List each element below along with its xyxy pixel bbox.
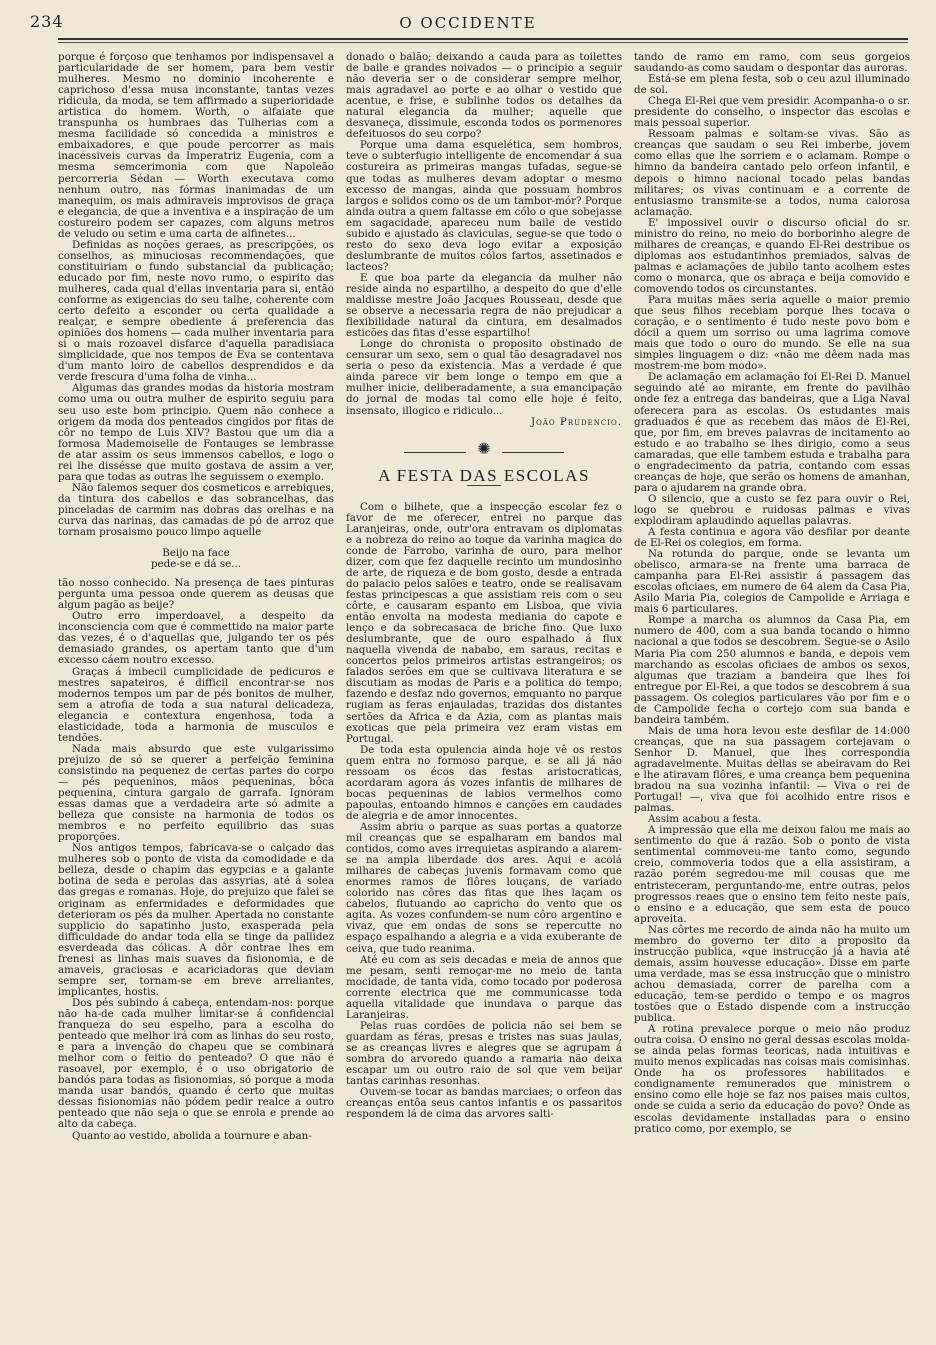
column-2 bbox=[346, 52, 622, 1120]
section-title: A FESTA DAS ESCOLAS bbox=[378, 465, 590, 485]
paragraph: Nos antigos tempos, fabricava-se o calçado das mulheres sob o ponto de vista da comodidade e da belleza, desde o chapim das egypcias e a galante botina de seda e perolas das assyrias, até á solea das gregas e romanas. Hoje, do prejuizo que falei se originam as enfermidades e deformidades que deterioram os pés da mulher. Apertada no constante supplicio do sapatinho justo, exasperada pela difficuldade do andar toda ella se tinge da pallidez esverdeada das cólicas. A dôr contrae lhes em frenesi as linhas mais suaves da fisionomia, e de amaveis, graciosas e acariciadoras que deviam sempre ser, tornam-se em breve arreliantes, implicantes, hostis. bbox=[58, 842, 334, 998]
verse-line: Beijo na face bbox=[162, 547, 230, 560]
paragraph: Assim abriu o parque as suas portas a quatorze mil creanças que se espalharam em bandos mal contidos, como aves irrequietas aspirando a alarem-se na ampla liberdade dos ares. Aqui e acolá milhares de cabeças juvenis formavam como que enormes ramos de flôres louçans, de variado colorido nas côres das fitas que lhes laçam os cabelos, flutuando ao capricho do vento que os agita. As vozes confundem-se num côro argentino e vivaz, que em ondas de sons se repercutte no espaço espalhando a alegria e a vida exuberante de ceiva, que tudo reanima. bbox=[346, 821, 622, 955]
author-signature: João Prudencio. bbox=[530, 415, 622, 428]
paragraph: Ouvem-se tocar as bandas marciaes; o orfeon das creanças entôa seus cantos infantis e os passaritos respondem lá de cima das arvores salti- bbox=[346, 1086, 622, 1121]
header-rule-thin bbox=[58, 42, 908, 43]
paragraph: Mais de uma hora levou este desfilar de 14:000 creanças, que na sua passagem cortejavam o Senhor D. Manuel, que lhes correspondia agradavelmente. Muitas dellas se abeiravam do Rei e lhe atiravam flôres, e uma creança bem pequenina bradou na sua vozinha infantil: — Viva o rei de Portugal! —, viva que foi acolhido entre risos e palmas. bbox=[634, 724, 910, 815]
paragraph: donado o balão; deixando a cauda para as toilettes de baile e grandes noivados — o principio a seguir não deveria ser o de considerar sempre melhor, mais agradavel ao porte e ao olhar o vestido que acentue, e frise, e sublinhe todos os detalhes da natural elegancia da mulher; aquelle que desvaneça, dissimule, esconda todos os pormenores defeituosos do seu corpo? bbox=[346, 51, 622, 141]
paragraph: Graças á imbecil cumplicidade de pedicuros e mestres sapateiros, é difficil encontrar-se nos modernos tempos um par de pés bonitos de mulher, sem a atrofia de toda a sua natural delicadeza, elegancia e contextura engenhosa, toda a elasticidade, toda a harmonia de musculos e tendões. bbox=[58, 665, 334, 744]
ornament-line-right bbox=[502, 452, 564, 453]
verse-line: pede-se e dá se... bbox=[150, 558, 242, 571]
paragraph: Rompe a marcha os alumnos da Casa Pia, em numero de 400, com a sua banda tocando o himno nacional a que todos se descobrem. Segue-se o Asilo Maria Pia com 250 alumnos e banda, e depois vem marchando as escolas oficiaes de ambos os sexos, algumas que traziam a bandeira que lhes foi entregue por El-Rei, a que todos se descobrem á sua passagem. Os colegios particulares vão por fim e o de Campolide fecha o cortejo com sua banda e bandeira também. bbox=[634, 614, 910, 726]
paragraph: De aclamação em aclamação foi El-Rei D. Manuel seguindo até ao mirante, em frente do pavilhão onde fez a entrega das bandeiras, que a Liga Naval oferecera para as escolas. Os estudantes mais graduados é que as recebem das mãos de El-Rei, que, por fim, em breves palavras de incitamento ao estudo e ao trabalho se lhes dirigio, como a seus camaradas, que elle tambem estuda e trabalha para o engradecimento da patria, contando com essas creanças de hoje, que serão os homens de amanhan, para o ajudarem na grande obra. bbox=[634, 371, 910, 494]
paragraph: A festa continua e agora vão desfilar por deante de El-Rei os colegios, em forma. bbox=[634, 526, 910, 550]
paragraph: A impressão que ella me deixou falou me mais ao sentimento do que á razão. Sob o ponto de vista sentimental commoveu-me tanto como, segundo creio, commoveria todos que a ella assistiram, a razão porém segredou-me mil cousas que me entristeceram, perguntando-me, entre outras, pelos progressos reaes que o ensino tem feito neste país, o ensino e a educação, que sem esta de pouco aproveita. bbox=[634, 824, 910, 925]
paragraph: Está-se em plena festa, sob o ceu azul illuminado de sol. bbox=[634, 73, 910, 97]
paragraph: Ressoam palmas e soltam-se vivas. São as creanças que saudam o seu Rei imberbe, jovem como ellas que lhe sorriem e o aclamam. Rompe o himno da bandeira cantado pelo orfeon infantil, e depois o himno nacional tocado pelas bandas militares; os vivas continuam e a corrente de entusiasmo transmite-se a todos, numa calorosa aclamação. bbox=[634, 128, 910, 218]
paragraph: Porque uma dama esquelética, sem hombros, teve o subterfugio intelligente de encomendar á sua costureira as primeiras mangas tufadas, segue-se que todas as mulheres devam adoptar o mesmo excesso de mangas, ainda que possuam hombros largos e solidos como os de um tambor-mór? Porque ainda outra a quem faltasse em cólo o que sobejasse em sagacidade, apareceu num baile de vestido subido e ajustado ás claviculas, segue-se que todo o resto do sexo deva logo evitar a exposição deslumbrante de muitos cólos fartos, assetinados e lacteos? bbox=[346, 139, 622, 273]
paragraph: Dos pés subindo á cabeça, entendam-nos: porque não ha-de cada mulher limitar-se á confidencial franqueza do seu espelho, para a escolha do penteado que melhor irá com as linhas do seu rosto, e para a invenção do chapeu que se combinará melhor com o feitio do penteado? O que não é rasoavel, por exemplo, é o uso obrigatorio de bandós para todas as fisionomias, só porque a moda manda usar bandós, quando é certo que muitas dessas fisionomias não pódem pedir realce a outro penteado que não seja o que se enrola e prende ao alto da cabeça. bbox=[58, 996, 334, 1131]
page-number: 234 bbox=[30, 12, 64, 31]
paragraph: Pelas ruas cordões de policia não sei bem se guardam as féras, presas e tristes nas suas jaulas, se as creanças livres e alegres que se agrupam á sombra do arvoredo quando a ramaria não deixa escapar um ou outro raio de sol que vem beijar tantas carinhas resonhas. bbox=[346, 1019, 622, 1088]
paragraph: Definidas as noções geraes, as prescripções, os conselhos, as minuciosas recommendações, que constituiriam o fundo substancial da publicação; educado por fim, neste novo rumo, o espirito das mulheres, cada qual d'ellas inventaria para si, então conforme as exigencias do seu talhe, coherente com certo defeito a esconder ou certa qualidade a realçar, e sempre obediente á preferencia das opiniões dos homens — cada mulher inventaria para si o mais rozoavel disfarce d'aquella paradisiaca simplicidade, que nos tempos de Eva se contentava d'um manto loiro de cabellos desprendidos e da verde frescura d'uma folha de vinha... bbox=[58, 238, 334, 384]
paragraph: Até eu com as seis decadas e meia de annos que me pesam, senti remoçar-me no meio de tanta mocidade, de tanta vida, como tocado por poderosa corrente electrica que me communicasse toda aquella vitalidade que inundava o parque das Laranjeiras. bbox=[346, 953, 622, 1021]
section-title-rule bbox=[467, 485, 501, 486]
verse-quote bbox=[58, 548, 334, 570]
header-rule-thick bbox=[58, 38, 908, 40]
paragraph: Com o bilhete, que a inspecção escolar fez o favor de me oferecer, entrei no parque das Laranjeiras, onde, outr'ora entravam os diplomatas e a nobreza do reino ao toque da varinha magica do conde de Farrobo, varinha de ouro, para melhor dizer, com que fez daquelle recinto um mundosinho de arte, de riqueza e de bom gosto, desde a entrada do palacio pelos salões e teatro, onde se realisavam festas principescas a que assistiam reis com o seu côrte, e causaram espanto em Lisboa, que vivia então envolta na modesta mediania do capote e lenço e da sobrecasaca de briche fino. Que luxo deslumbrante, que de ouro espalhado á flux naquella vivenda de nababo, em saraus, recitas e concertos pelos primeiros artistas estrangeiros; os falados serões em que se cultivava literatura e se discutiam as modas de Paris e a politica do tempo, fazendo e desfaz ndo governos, emquanto no parque rugiam as feras enjauladas, trazidas dos distantes sertões da Africa e da Azia, com as plantas mais exoticas que pela primeira vez eram vistas em Portugal. bbox=[346, 500, 622, 745]
paragraph: De toda esta opulencia ainda hoje vê os restos quem entra no formoso parque, e se ali já não ressoam os écos das festas aristocraticas, acordaram agora ás vozes infantis de milhares de bocas pequeninas de labios vermelhos como papoulas, entoando himnos e canções em caudades de alegria e de amor innocentes. bbox=[346, 743, 622, 822]
page-header bbox=[30, 10, 906, 36]
paragraph: Para muitas mães seria aquelle o maior premio que seus filhos recebiam porque lhes tocava o coração, e o sentimento é tudo neste povo bom e dócil a quem um sorriso ou uma lagrima comove mais que todo o ouro do mundo. Se elle na sua simples linguagem o diz: «não me dêem nada mas mostrem-me bom modo». bbox=[634, 294, 910, 373]
paragraph: Quanto ao vestido, abolida a tournure e aban- bbox=[72, 1129, 312, 1142]
paragraph: E que boa parte da elegancia da mulher não reside ainda no espartilho, a despeito do que d'elle maldisse mestre João Jacques Rousseau, desde que se observe a necessaria regra de não prejudicar a flexibilidade natural da cintura, em desalmados esticões das fitas d'esse espartilho! bbox=[346, 271, 622, 340]
column-1 bbox=[58, 52, 334, 1142]
paragraph: A rotina prevalece porque o meio não produz outra coisa. O ensino no geral dessas escolas molda-se ainda pelas formas teoricas, nada intuitivas e muito menos explicadas nas coisas mais comisinhas. Onde ha os professores habilitados e condignamente remunerados que ministrem o ensino como elle hoje se faz nos paises mais cultos, onde se cuida a serio da educação do povo? Onde as escolas devidamente installadas para o ensino pratico como, por exemplo, se bbox=[634, 1023, 910, 1135]
paragraph: Outro erro imperdoavel, a despeito da inconsciencia com que é commettido na maior parte das vezes, é o d'aquellas que, julgando ter os pés demasiado grandes, os apertam tanto que d'um excesso cáem noutro excesso. bbox=[58, 610, 334, 667]
paragraph: Nada mais absurdo que este vulgarissimo prejuizo de só se querer a perfeição feminina consistindo na pequenez de certas partes do corpo — pés pequeninos, mãos pequeninas, bôca pequenina, cintura gargalo de garrafa. Ignoram essas damas que a verdadeira arte só admite a belleza que consiste na harmonia de todos os membros e no perfeito equilibrio das suas proporções. bbox=[58, 742, 334, 844]
section-ornament bbox=[404, 438, 564, 460]
column-3 bbox=[634, 52, 910, 1135]
paragraph: O silencio, que a custo se fez para ouvir o Rei, logo se quebrou e ruidosas palmas e vivas explodiram aplaudindo aquellas palavras. bbox=[634, 492, 910, 527]
ornament-line-left bbox=[404, 452, 466, 453]
paragraph: Assim acabou a festa. bbox=[648, 813, 762, 826]
publication-title: O OCCIDENTE bbox=[399, 14, 537, 32]
paragraph: Na rotunda do parque, onde se levanta um obelisco, armara-se na frente uma barraca de campanha para El-Rei assistir á passagem das escolas oficiaes, em numero de 64 alem da Casa Pia, Asilo Maria Pia, colegios de Campolide e Arriaga e mais 6 particulares. bbox=[634, 548, 910, 616]
ornament-flourish-icon: ✺ bbox=[477, 438, 491, 458]
paragraph: porque é forçoso que tenhamos por indispensavel a particularidade de ser homem, para bem vestir mulheres. Mesmo no dominio incoherente e caprichoso d'essa musa inconstante, tantas vezes ridicula, da moda, se tem affirmado a superioridade artistica do homem. Worth, o alfaiate que transpunha os humbraes das Tulherias com a mesma facilidade só concedida a ministros e embaixadores, e que poude percorrer as mais inacessiveis curvas da Imperatriz Eugenia, com a mesma semcerimonia com que Napoleão percorreria Sédan — Worth executava como nenhum outro, nas fórmas inanimadas de um manequim, os mais admiraveis improvisos de graça e elegancia, de que a inventiva e a inspiração de um costureiro podem ser capazes, com alguns metros de veludo ou setim e uma carta de alfinetes... bbox=[58, 51, 334, 240]
paragraph: Longe do chronista o proposito obstinado de censurar um sexo, sem o qual tão desagradavel nos seria o peso da existencia. Mas a verdade é que ainda parece vir bem longe o tempo em que a mulher inicie, deliberadamente, a sua emancipação do jornal de modas tal como elle hoje é feito, insensato, illogico e ridiculo... bbox=[346, 338, 622, 417]
paragraph: Chega El-Rei que vem presidir. Acompanha-o o sr. presidente do conselho, o inspector das escolas e mais pessoal superior. bbox=[634, 95, 910, 130]
paragraph: tão nosso conhecido. Na presença de taes pinturas pergunta uma pessoa onde querem as deusas que algum pagão as beije? bbox=[58, 577, 334, 612]
paragraph: Algumas das grandes modas da historia mostram como uma ou outra mulher de espirito seguiu para seu uso este bom principio. Quem não conhece a origem da moda dos penteados cingidos por fitas de côr no tempo de Luis XIV? Bastou que um dia a formosa Mademoiselle de Fontauges se lembrasse de atar assim os seus immensos cabellos, e logo o rei lhe dissésse que muito gostava de assim a ver, para que todas as outras lhe seguissem o exemplo. bbox=[58, 382, 334, 483]
paragraph: Nas côrtes me recordo de ainda não ha muito um membro do governo ter dito a proposito da instrucção publica, «que instrucção já a havia até demais, assim houvesse educação». Disse em parte uma verdade, mas se essa instrucção que o ministro achou demasiada, correr de parelha com a educação, tem-se perdido o tempo e os magros tostões que o Estado dispende com a instrucção publica. bbox=[634, 923, 910, 1025]
paragraph: Não falemos sequer dos cosmeticos e arrebiques, da tintura dos cabellos e das sobrancelhas, das pinceladas de carmim nas dobras das orelhas e na curva das narinas, das camadas de pó de arroz que tornam prosaismo pouco limpo aquelle bbox=[58, 481, 334, 539]
paragraph: tando de ramo em ramo, com seus gorgeios saudando-as como saudam o despontar das auroras. bbox=[634, 51, 910, 75]
paragraph: E' impossivel ouvir o discurso oficial do sr. ministro do reino, no meio do borborinho alegre de milhares de creanças, e quando El-Rei destribue os diplomas aos estudantinhos premiados, salvas de palmas e aclamações de jubilo tanto acolhem estes como o monarca, que os abraça e beija comovido e comovendo todos os circunstantes. bbox=[634, 216, 910, 295]
